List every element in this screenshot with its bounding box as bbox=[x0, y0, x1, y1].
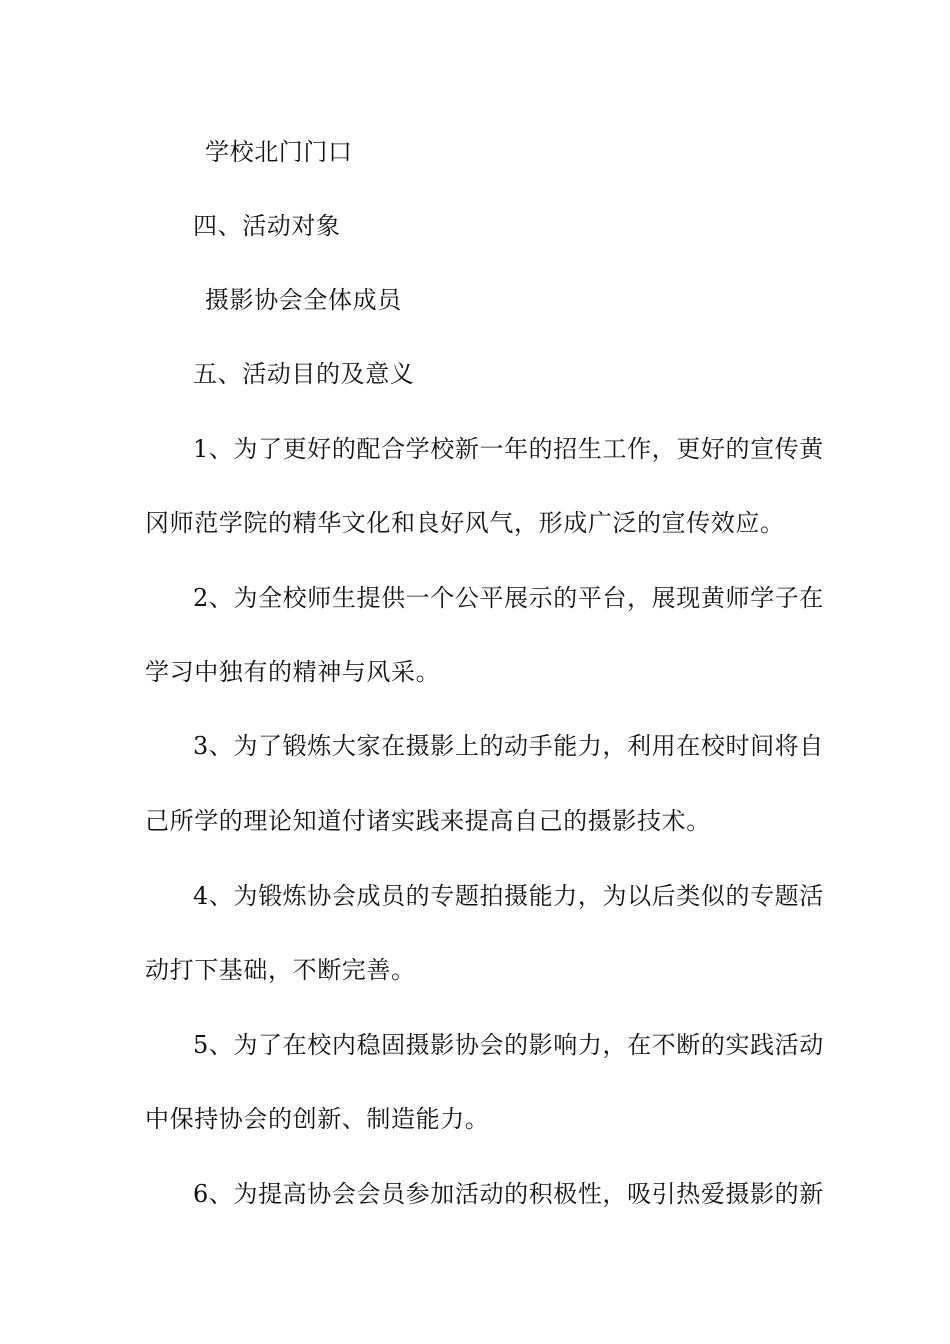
paragraph-5-line-1: 5、为了在校内稳固摄影协会的影响力，在不断的实践活动 bbox=[193, 1031, 824, 1059]
section-heading-purpose: 五、活动目的及意义 bbox=[193, 360, 415, 388]
paragraph-2-line-1: 2、为全校师生提供一个公平展示的平台，展现黄师学子在 bbox=[193, 584, 824, 612]
paragraph-3-line-1: 3、为了锻炼大家在摄影上的动手能力，利用在校时间将自 bbox=[193, 732, 824, 760]
paragraph-2-line-2: 学习中独有的精神与风采。 bbox=[145, 658, 441, 686]
paragraph-5-line-2: 中保持协会的创新、制造能力。 bbox=[145, 1105, 490, 1133]
location-text: 学校北门门口 bbox=[205, 138, 353, 166]
paragraph-3-line-2: 己所学的理论知道付诸实践来提高自己的摄影技术。 bbox=[145, 807, 711, 835]
paragraph-6-line-1: 6、为提高协会会员参加活动的积极性，吸引热爱摄影的新 bbox=[193, 1180, 824, 1208]
paragraph-1-line-2: 冈师范学院的精华文化和良好风气，形成广泛的宣传效应。 bbox=[145, 509, 785, 537]
paragraph-1-line-1: 1、为了更好的配合学校新一年的招生工作，更好的宣传黄 bbox=[193, 435, 824, 463]
paragraph-4-line-1: 4、为锻炼协会成员的专题拍摄能力，为以后类似的专题活 bbox=[193, 882, 824, 910]
target-text: 摄影协会全体成员 bbox=[205, 286, 402, 314]
paragraph-4-line-2: 动打下基础，不断完善。 bbox=[145, 956, 416, 984]
section-heading-activity-target: 四、活动对象 bbox=[193, 212, 341, 240]
